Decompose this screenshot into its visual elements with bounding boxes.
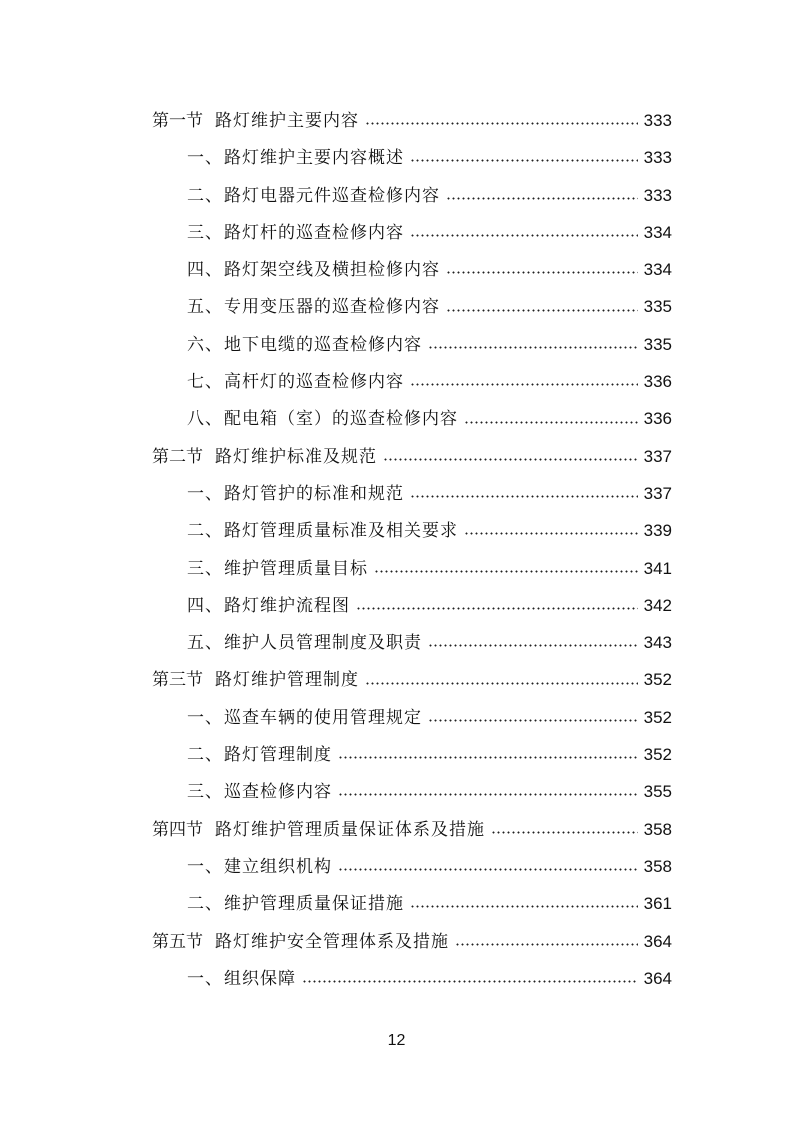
toc-section-entry[interactable] — [152, 923, 672, 960]
toc-entry-title: 专用变压器的巡查检修内容 — [224, 297, 440, 318]
toc-entry-title: 路灯维护安全管理体系及措施 — [215, 931, 449, 952]
toc-subsection-entry[interactable] — [152, 624, 672, 661]
toc-entry-page: 335 — [643, 297, 672, 317]
toc-dot-leader — [338, 793, 638, 796]
toc-entry-title: 组织保障 — [224, 968, 296, 989]
toc-entry-page: 361 — [643, 894, 672, 914]
toc-entry-page: 339 — [643, 521, 672, 541]
toc-entry-page: 355 — [643, 782, 672, 802]
toc-entry-number: 一、 — [187, 148, 223, 169]
toc-entry-number: 六、 — [187, 334, 223, 355]
toc-entry-number: 第一节 — [152, 111, 203, 131]
toc-section-entry[interactable] — [152, 438, 672, 475]
toc-entry-title: 路灯维护标准及规范 — [215, 446, 377, 467]
toc-entry-page: 334 — [643, 260, 672, 280]
toc-subsection-entry[interactable] — [152, 550, 672, 587]
toc-dot-leader — [410, 383, 638, 386]
toc-subsection-entry[interactable] — [152, 773, 672, 810]
toc-entry-title: 路灯管护的标准和规范 — [224, 483, 404, 504]
toc-dot-leader — [365, 682, 638, 685]
toc-entry-page: 333 — [643, 185, 672, 205]
toc-entry-page: 343 — [643, 633, 672, 653]
toc-dot-leader — [365, 122, 638, 125]
toc-entry-page: 336 — [643, 409, 672, 429]
toc-entry-title: 维护管理质量目标 — [224, 558, 368, 579]
toc-entry-title: 巡查检修内容 — [224, 782, 332, 803]
toc-entry-title: 巡查车辆的使用管理规定 — [224, 707, 422, 728]
toc-subsection-entry[interactable] — [152, 587, 672, 624]
toc-section-entry[interactable] — [152, 102, 672, 139]
toc-entry-number: 第四节 — [152, 819, 203, 840]
toc-entry-number: 二、 — [187, 745, 223, 766]
toc-entry-title: 路灯架空线及横担检修内容 — [224, 260, 440, 281]
toc-subsection-entry[interactable] — [152, 848, 672, 885]
toc-entry-number: 七、 — [187, 372, 223, 393]
toc-subsection-entry[interactable] — [152, 512, 672, 549]
toc-dot-leader — [410, 905, 638, 908]
table-of-contents — [152, 102, 672, 997]
toc-subsection-entry[interactable] — [152, 214, 672, 251]
toc-entry-page: 333 — [643, 148, 672, 168]
toc-entry-title: 路灯管理制度 — [224, 745, 332, 766]
toc-section-entry[interactable] — [152, 811, 672, 848]
toc-dot-leader — [338, 756, 638, 759]
toc-entry-title: 建立组织机构 — [224, 856, 332, 877]
toc-entry-title: 路灯维护主要内容 — [215, 111, 359, 131]
toc-entry-page: 336 — [643, 372, 672, 392]
toc-entry-page: 352 — [643, 745, 672, 765]
toc-entry-number: 第三节 — [152, 670, 203, 691]
page-number: 12 — [387, 1032, 406, 1049]
toc-entry-number: 第五节 — [152, 931, 203, 952]
toc-entry-number: 八、 — [187, 409, 223, 430]
toc-entry-number: 四、 — [187, 260, 223, 281]
toc-subsection-entry[interactable] — [152, 960, 672, 997]
toc-entry-title: 地下电缆的巡查检修内容 — [224, 334, 422, 355]
toc-subsection-entry[interactable] — [152, 699, 672, 736]
toc-dot-leader — [491, 831, 638, 834]
toc-dot-leader — [464, 532, 638, 535]
toc-entry-number: 三、 — [187, 558, 223, 579]
toc-entry-number: 五、 — [187, 297, 223, 318]
toc-dot-leader — [428, 346, 638, 349]
toc-dot-leader — [464, 421, 638, 424]
toc-entry-number: 二、 — [187, 521, 223, 542]
toc-entry-title: 路灯维护主要内容概述 — [224, 148, 404, 169]
toc-dot-leader — [446, 197, 638, 200]
toc-dot-leader — [302, 980, 638, 983]
toc-entry-page: 337 — [643, 446, 672, 466]
toc-entry-number: 三、 — [187, 222, 223, 243]
toc-entry-page: 364 — [643, 968, 672, 988]
toc-entry-title: 维护管理质量保证措施 — [224, 894, 404, 915]
toc-entry-number: 一、 — [187, 483, 223, 504]
toc-entry-title: 配电箱（室）的巡查检修内容 — [224, 409, 458, 430]
toc-dot-leader — [446, 309, 638, 312]
toc-entry-page: 335 — [643, 334, 672, 354]
toc-dot-leader — [428, 719, 638, 722]
toc-dot-leader — [446, 271, 638, 274]
toc-entry-title: 高杆灯的巡查检修内容 — [224, 372, 404, 393]
toc-entry-title: 路灯维护管理制度 — [215, 670, 359, 691]
toc-entry-number: 二、 — [187, 894, 223, 915]
toc-entry-page: 364 — [643, 931, 672, 951]
toc-dot-leader — [374, 570, 638, 573]
toc-entry-title: 路灯杆的巡查检修内容 — [224, 222, 404, 243]
toc-subsection-entry[interactable] — [152, 139, 672, 176]
toc-dot-leader — [455, 943, 638, 946]
toc-dot-leader — [338, 868, 638, 871]
toc-entry-page: 358 — [643, 856, 672, 876]
toc-entry-page: 358 — [643, 819, 672, 839]
toc-subsection-entry[interactable] — [152, 177, 672, 214]
toc-section-entry[interactable] — [152, 661, 672, 698]
toc-entry-page: 342 — [643, 595, 672, 615]
toc-entry-page: 352 — [643, 670, 672, 690]
toc-subsection-entry[interactable] — [152, 400, 672, 437]
toc-entry-number: 一、 — [187, 968, 223, 989]
toc-subsection-entry[interactable] — [152, 475, 672, 512]
toc-entry-number: 四、 — [187, 595, 223, 616]
toc-entry-title: 路灯电器元件巡查检修内容 — [224, 185, 440, 206]
toc-entry-title: 路灯维护管理质量保证体系及措施 — [215, 819, 485, 840]
toc-entry-page: 352 — [643, 707, 672, 727]
toc-subsection-entry[interactable] — [152, 251, 672, 288]
toc-dot-leader — [428, 644, 638, 647]
toc-entry-page: 333 — [643, 111, 672, 130]
toc-subsection-entry[interactable] — [152, 736, 672, 773]
toc-dot-leader — [410, 159, 638, 162]
toc-entry-number: 一、 — [187, 707, 223, 728]
toc-dot-leader — [410, 234, 638, 237]
toc-subsection-entry[interactable] — [152, 326, 672, 363]
toc-subsection-entry[interactable] — [152, 288, 672, 325]
toc-subsection-entry[interactable] — [152, 885, 672, 922]
toc-entry-page: 334 — [643, 222, 672, 242]
toc-dot-leader — [383, 458, 638, 461]
toc-entry-number: 一、 — [187, 856, 223, 877]
toc-entry-number: 第二节 — [152, 446, 203, 467]
toc-entry-number: 三、 — [187, 782, 223, 803]
toc-entry-page: 337 — [643, 483, 672, 503]
toc-entry-title: 维护人员管理制度及职责 — [224, 633, 422, 654]
toc-entry-page: 341 — [643, 558, 672, 578]
toc-entry-number: 五、 — [187, 633, 223, 654]
toc-dot-leader — [356, 607, 638, 610]
toc-entry-number: 二、 — [187, 185, 223, 206]
toc-entry-title: 路灯管理质量标准及相关要求 — [224, 521, 458, 542]
toc-subsection-entry[interactable] — [152, 363, 672, 400]
toc-dot-leader — [410, 495, 638, 498]
toc-entry-title: 路灯维护流程图 — [224, 595, 350, 616]
